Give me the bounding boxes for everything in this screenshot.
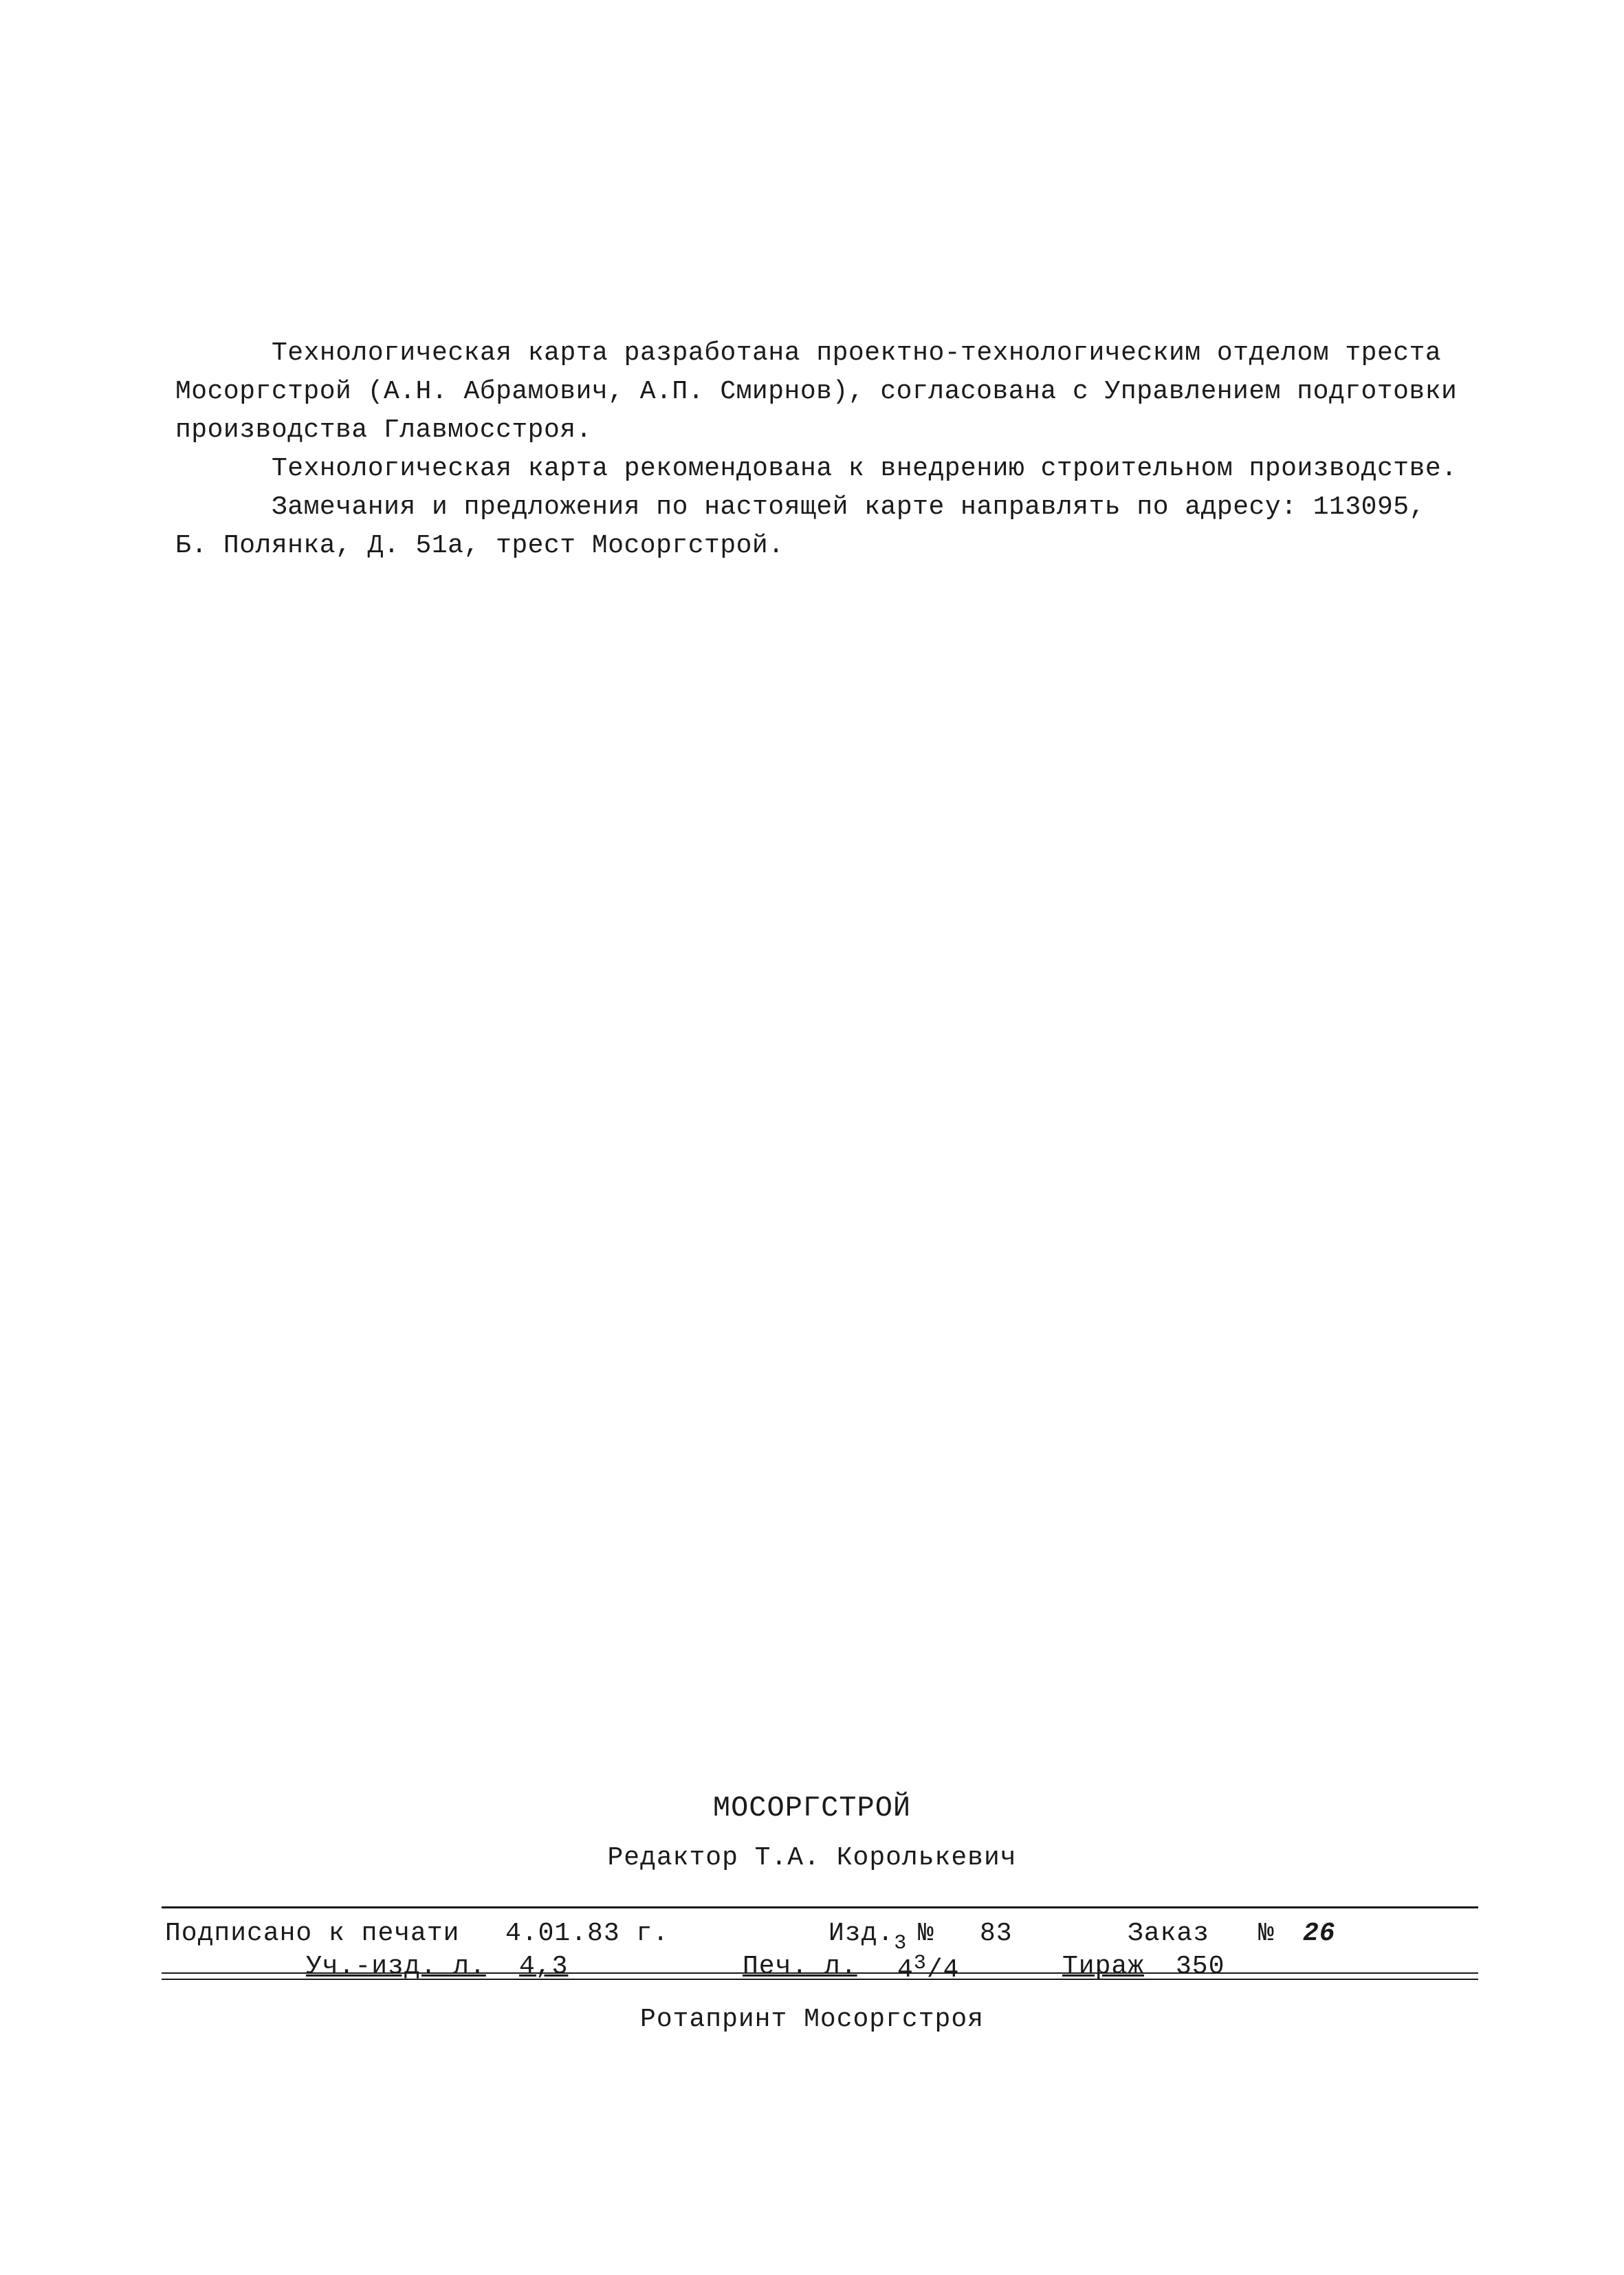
imprint-bottom-rule-1 (162, 1972, 1478, 1974)
printer-line: Ротапринт Мосоргстроя (640, 2005, 984, 2034)
intro-line-3: производства Главмосстроя. (175, 415, 592, 445)
tirazh-label: Тираж (1062, 1952, 1145, 1981)
uch-value: 4,3 (519, 1952, 569, 1981)
izd-no-label: № (918, 1919, 934, 1948)
imprint-top-rule (162, 1906, 1478, 1908)
tirazh-value: 350 (1176, 1952, 1225, 1981)
signed-date: 4.01.83 г. (505, 1919, 670, 1948)
intro-line-6: Б. Полянка, Д. 51а, трест Мосоргстрой. (175, 531, 784, 560)
intro-line-1: Технологическая карта разработана проектно-технологическим отделом треста (272, 338, 1442, 368)
izd-label (829, 1919, 907, 1955)
publisher-name: МОСОРГСТРОЙ (712, 1792, 912, 1825)
pech-label: Печ. л. (743, 1952, 857, 1981)
pech-frac-sup: 3 (913, 1952, 927, 1975)
pech-frac: /4 (926, 1955, 960, 1985)
order-no-label: № (1258, 1919, 1275, 1948)
intro-text (175, 334, 1482, 565)
editor-line: Редактор Т.А. Королькевич (607, 1843, 1017, 1873)
intro-line-2: Мосоргстрой (А.Н. Абрамович, А.П. Смирнов), согласована с Управлением подготовки (175, 377, 1458, 406)
intro-line-4: Технологическая карта рекомендована к внедрению строительном производстве. (272, 454, 1458, 483)
signed-label: Подписано к печати (165, 1919, 460, 1948)
imprint-bottom-rule-2 (162, 1979, 1478, 1980)
pech-value-int: 4 (897, 1955, 914, 1985)
uch-label: Уч.-изд. л. (306, 1952, 486, 1981)
order-no: 26 (1303, 1919, 1336, 1948)
izd-no: 83 (980, 1919, 1013, 1948)
order-label: Заказ (1128, 1919, 1210, 1948)
izd-label-text: Изд. (829, 1919, 895, 1948)
intro-line-5: Замечания и предложения по настоящей карте направлять по адресу: 113095, (272, 492, 1425, 522)
izd-sub: 3 (894, 1932, 908, 1955)
